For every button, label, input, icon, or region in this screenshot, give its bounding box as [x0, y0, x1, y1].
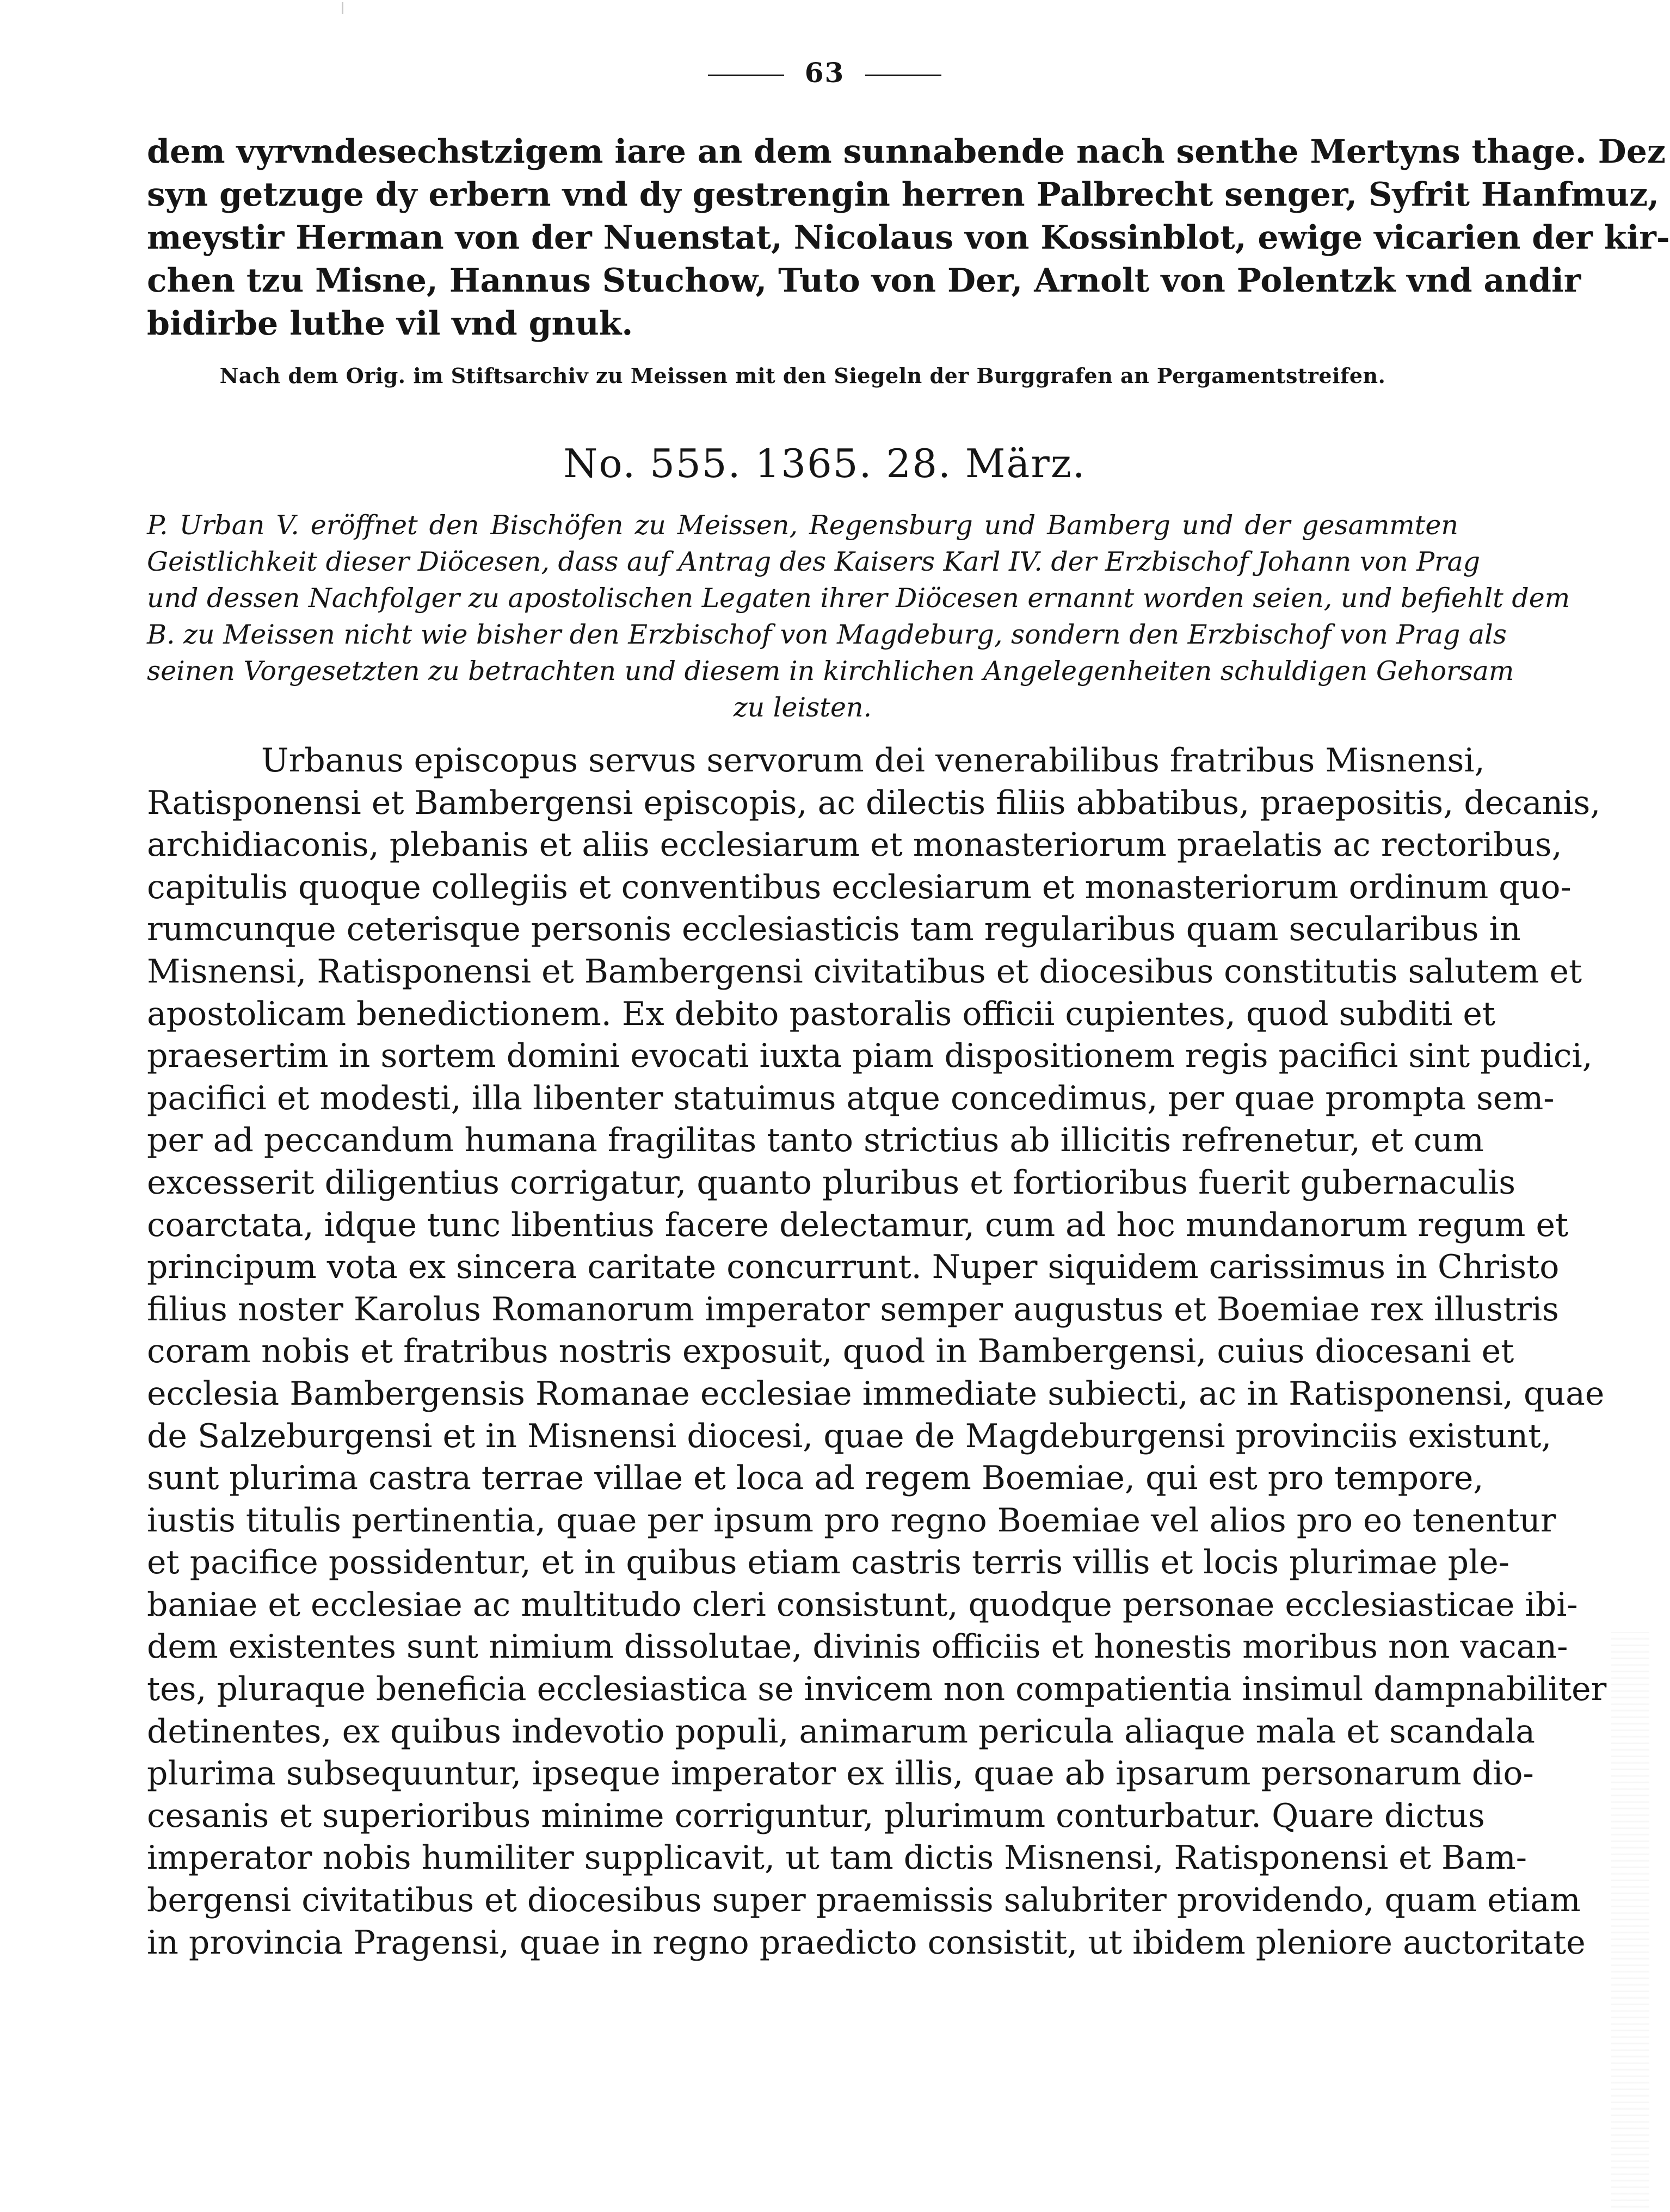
body-line: coram nobis et fratribus nostris exposuit, quod in Bambergensi, cuius diocesani et [147, 1332, 1514, 1371]
body-line: de Salzeburgensi et in Misnensi diocesi, quae de Magdeburgensi provinciis existunt, [147, 1417, 1552, 1455]
body-line: et pacifice possidentur, et in quibus etiam castris terris villis et locis plurimae ple- [147, 1543, 1509, 1582]
body-line: tes, pluraque beneficia ecclesiastica se invicem non compatientia insimul dampnabiliter [147, 1670, 1607, 1709]
body-line: apostolicam benedictionem. Ex debito pastoralis officii cupientes, quod subditi et [147, 994, 1495, 1033]
body-line: principum vota ex sincera caritate concurrunt. Nuper siquidem carissimus in Christo [147, 1248, 1560, 1287]
body-line: Ratisponensi et Bambergensi episcopis, ac dilectis filiis abbatibus, praepositis, decanis, [147, 783, 1601, 822]
scan-artifact [342, 2, 343, 14]
header-dash-right [865, 75, 941, 76]
page-number: 63 [804, 57, 845, 89]
body-line: per ad peccandum humana fragilitas tanto strictius ab illicitis refrenetur, et cum [147, 1121, 1484, 1160]
body-line: ecclesia Bambergensis Romanae ecclesiae immediate subiecti, ac in Ratisponensi, quae [147, 1374, 1605, 1413]
source-note: Nach dem Orig. im Stiftsarchiv zu Meissen mit den Siegeln der Burggrafen an Pergamentstreifen. [219, 363, 1386, 388]
body-line: Misnensi, Ratisponensi et Bambergensi civitatibus et diocesibus constitutis salutem et [147, 952, 1582, 991]
body-line: capitulis quoque collegiis et conventibus ecclesiarum et monasteriorum ordinum quo- [147, 868, 1572, 906]
body-line: in provincia Pragensi, quae in regno praedicto consistit, ut ibidem pleniore auctoritate [147, 1923, 1586, 1962]
body-line: detinentes, ex quibus indevotio populi, animarum pericula aliaque mala et scandala [147, 1712, 1536, 1751]
body-line: pacifici et modesti, illa libenter statuimus atque concedimus, per quae prompta sem- [147, 1079, 1555, 1117]
body-line: filius noster Karolus Romanorum imperator semper augustus et Boemiae rex illustris [147, 1290, 1559, 1329]
body-line: archidiaconis, plebanis et aliis ecclesiarum et monasteriorum praelatis ac rectoribus, [147, 826, 1562, 864]
body-line: Urbanus episcopus servus servorum dei venerabilibus fratribus Misnensi, [261, 742, 1485, 780]
scan-edge-artifact [1611, 1632, 1649, 2212]
document-summary [147, 507, 1570, 726]
body-line: rumcunque ceterisque personis ecclesiasticis tam regularibus quam secularibus in [147, 910, 1521, 949]
text-line: syn getzuge dy erbern vnd dy gestrengin herren Palbrecht senger, Syfrit Hanfmuz, [147, 176, 1659, 214]
body-line: coarctata, idque tunc libentius facere delectamur, cum ad hoc mundanorum regum et [147, 1206, 1569, 1244]
body-line: bergensi civitatibus et diocesibus super praemissis salubriter providendo, quam etiam [147, 1881, 1581, 1920]
summary-line: P. Urban V. eröffnet den Bischöfen zu Meissen, Regensburg und Bamberg und der gesammten [147, 510, 1458, 541]
body-line: excesserit diligentius corrigatur, quanto pluribus et fortioribus fuerit gubernaculis [147, 1163, 1515, 1202]
summary-line: Geistlichkeit dieser Diöcesen, dass auf Antrag des Kaisers Karl IV. der Erzbischof Johann von Prag [147, 546, 1481, 577]
text-line: dem vyrvndesechstzigem iare an dem sunnabende nach senthe Mertyns thage. Dez [147, 133, 1666, 171]
summary-line: seinen Vorgesetzten zu betrachten und diesem in kirchlichen Angelegenheiten schuldigen Gehorsam [147, 656, 1514, 687]
summary-line: und dessen Nachfolger zu apostolischen Legaten ihrer Diöcesen ernannt worden seien, und befiehlt dem [147, 583, 1570, 614]
text-line: bidirbe luthe vil vnd gnuk. [147, 305, 633, 343]
body-line: iustis titulis pertinentia, quae per ipsum pro regno Boemiae vel alios pro eo tenentur [147, 1501, 1556, 1540]
document-body [147, 740, 1607, 1964]
text-line: chen tzu Misne, Hannus Stuchow, Tuto von Der, Arnolt von Polentzk vnd andir [147, 262, 1581, 300]
german-text-block [147, 131, 1670, 345]
body-line: cesanis et superioribus minime corriguntur, plurimum conturbatur. Quare dictus [147, 1796, 1485, 1835]
text-line: meystir Herman von der Nuenstat, Nicolaus von Kossinblot, ewige vicarien der kir- [147, 219, 1670, 257]
header-dash-left [708, 75, 784, 76]
body-line: baniae et ecclesiae ac multitudo cleri consistunt, quodque personae ecclesiasticae ibi- [147, 1585, 1578, 1624]
body-line: plurima subsequuntur, ipseque imperator ex illis, quae ab ipsarum personarum dio- [147, 1754, 1534, 1793]
summary-line: zu leisten. [733, 692, 872, 723]
document-title: No. 555. 1365. 28. März. [563, 441, 1086, 486]
body-line: dem existentes sunt nimium dissolutae, divinis officiis et honestis moribus non vacan- [147, 1628, 1568, 1666]
page-header [0, 57, 1649, 89]
body-line: imperator nobis humiliter supplicavit, ut tam dictis Misnensi, Ratisponensi et Bam- [147, 1839, 1527, 1877]
body-line: sunt plurima castra terrae villae et loca ad regem Boemiae, qui est pro tempore, [147, 1459, 1484, 1498]
body-line: praesertim in sortem domini evocati iuxta piam dispositionem regis pacifici sint pudici, [147, 1037, 1593, 1076]
summary-line: B. zu Meissen nicht wie bisher den Erzbischof von Magdeburg, sondern den Erzbischof von Prag als [147, 619, 1507, 650]
